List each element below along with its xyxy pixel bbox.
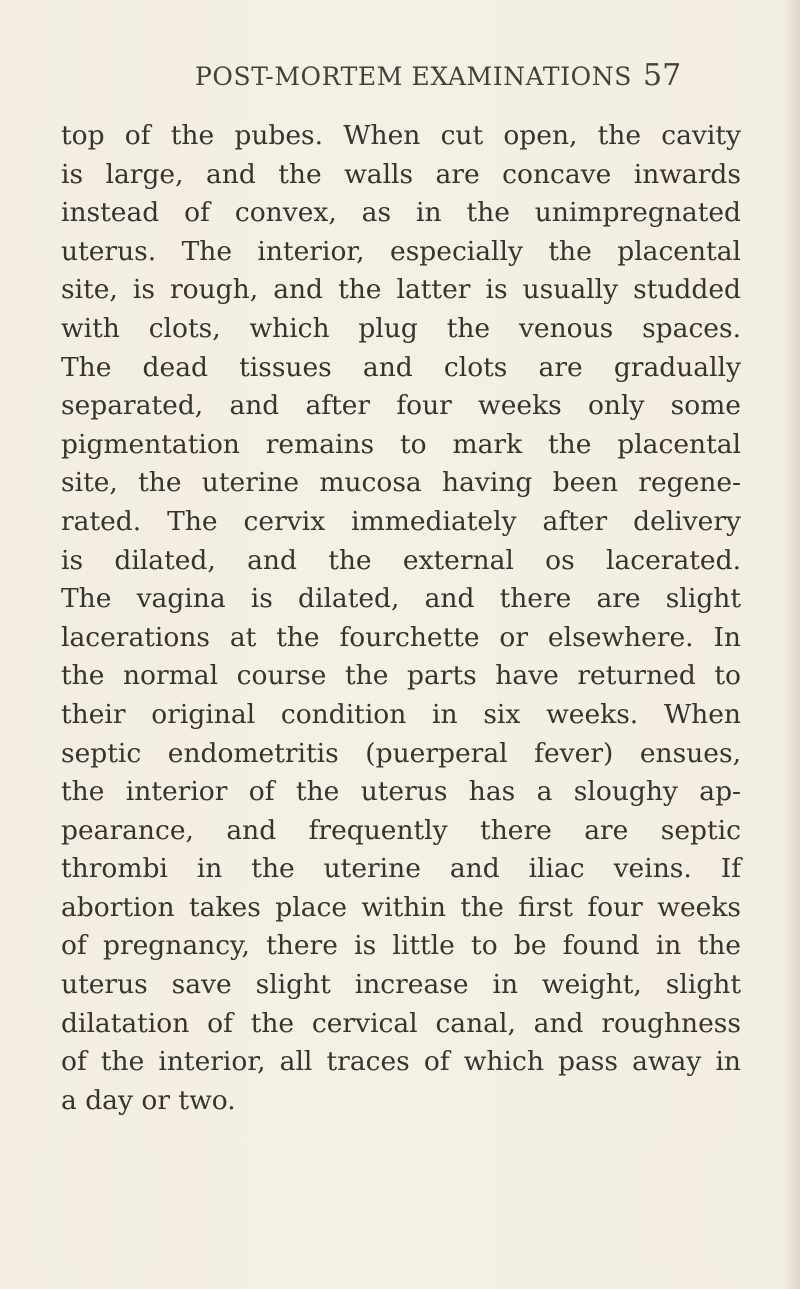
text-line: top of the pubes. When cut open, the cavity: [61, 120, 741, 151]
text-line: pigmentation remains to mark the placental: [61, 428, 741, 460]
text-line: pearance, and frequently there are septic: [61, 814, 741, 846]
text-line: instead of convex, as in the unimpregnated: [61, 197, 741, 229]
text-line: of pregnancy, there is little to be found in the: [61, 930, 741, 962]
text-line: uterus. The interior, especially the placental: [61, 235, 741, 267]
body-text: [61, 117, 741, 1120]
running-head: POST-MORTEM EXAMINATIONS: [195, 62, 632, 91]
text-line: their original condition in six weeks. When: [61, 698, 741, 730]
text-line: dilatation of the cervical canal, and roughness: [61, 1007, 741, 1039]
text-line: lacerations at the fourchette or elsewhere. In: [61, 621, 741, 653]
text-line: the interior of the uterus has a sloughy ap-: [61, 776, 741, 808]
text-line: The dead tissues and clots are gradually: [61, 351, 741, 383]
page-edge-shadow: [782, 0, 800, 1289]
text-line: site, is rough, and the latter is usually studded: [61, 274, 741, 306]
page-number: 57: [643, 58, 682, 93]
text-line: separated, and after four weeks only some: [61, 390, 741, 422]
text-line: of the interior, all traces of which pass away in: [61, 1046, 741, 1078]
text-line: The vagina is dilated, and there are slight: [61, 583, 741, 615]
page-header: [0, 58, 800, 102]
text-line: is dilated, and the external os lacerated.: [61, 544, 741, 576]
text-line: site, the uterine mucosa having been regene-: [61, 467, 741, 499]
text-line: abortion takes place within the first four weeks: [61, 891, 741, 923]
text-line: uterus save slight increase in weight, slight: [61, 969, 741, 1001]
text-line: the normal course the parts have returned to: [61, 660, 741, 692]
text-line: a day or two.: [61, 1084, 236, 1116]
text-line: septic endometritis (puerperal fever) ensues,: [61, 737, 741, 769]
text-line: is large, and the walls are concave inwards: [61, 158, 741, 190]
text-line: rated. The cervix immediately after delivery: [61, 505, 741, 537]
text-line: thrombi in the uterine and iliac veins. If: [61, 853, 741, 885]
text-line: with clots, which plug the venous spaces.: [61, 312, 741, 344]
